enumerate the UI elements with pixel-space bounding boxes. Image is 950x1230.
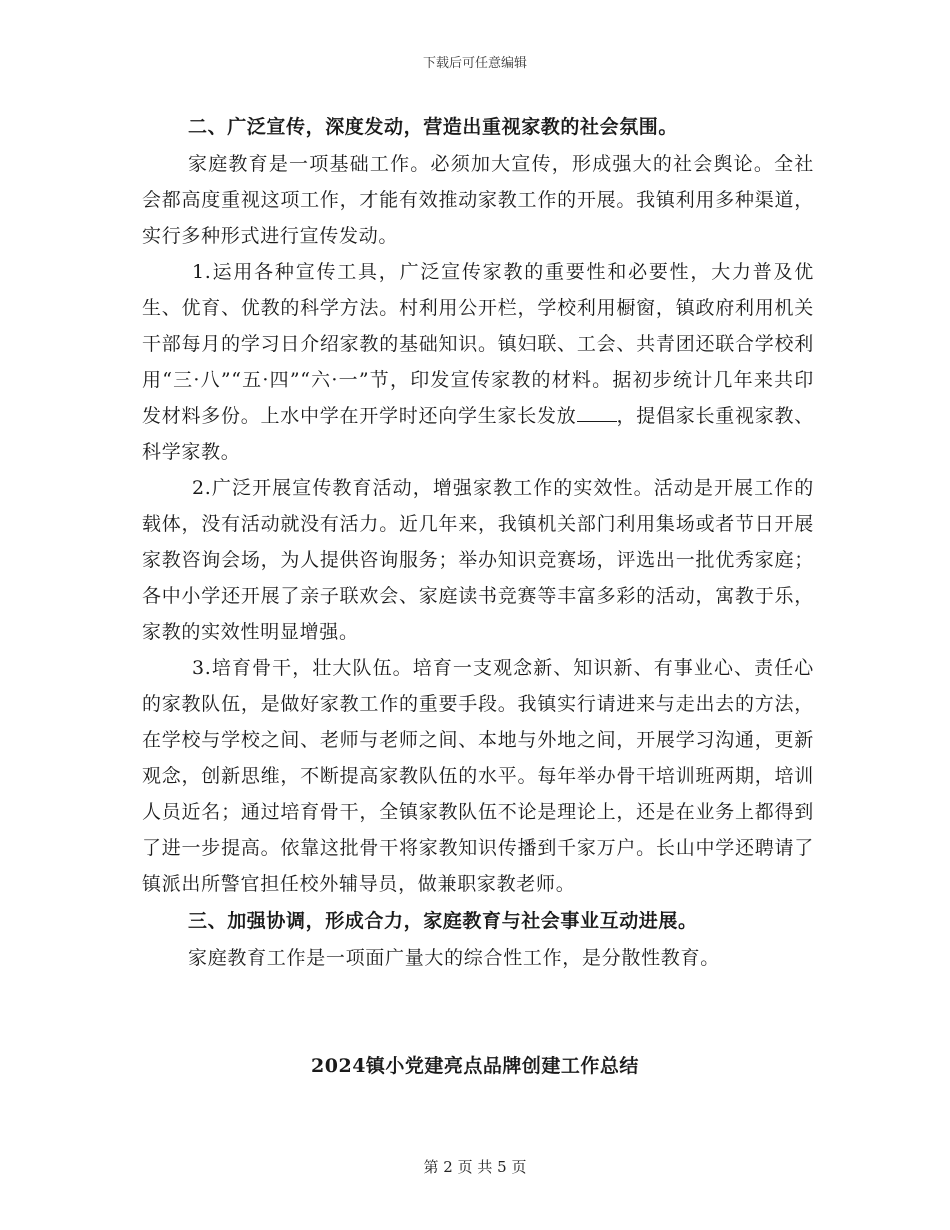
page-header-note: 下载后可任意编辑: [422, 56, 527, 71]
section-2-heading: 二、广泛宣传，深度发动，营造出重视家教的社会氛围。: [188, 116, 679, 138]
section-2-item-1-paragraph: [142, 254, 814, 470]
item-1-text: 1.运用各种宣传工具，广泛宣传家教的重要性和必要性，大力普及优生、优育、优教的科学方法。村利用公开栏，学校利用橱窗，镇政府利用机关干部每月的学习日介绍家教的基础知识。镇妇联、工会、共青团还联合学校利用“三·八”“五·四”“六·一”节，印发宣传家教的材料。据初步统计几年来共印发材料多份。上水中学在开学时还向学生家长发放: [142, 261, 814, 427]
next-document-title: 2024镇小党建亮点品牌创建工作总结: [311, 1055, 639, 1077]
document-body: [142, 108, 814, 976]
item-1-text-end: ，提倡家长重视家教、科学家教。: [142, 405, 814, 463]
page-number-footer: 第 2 页 共 5 页: [423, 1158, 527, 1176]
section-2-item-2-paragraph: 2.广泛开展宣传教育活动，增强家教工作的实效性。活动是开展工作的载体，没有活动就没有活力。近几年来，我镇机关部门利用集场或者节日开展家教咨询会场，为人提供咨询服务；举办知识竞赛场，评选出一批优秀家庭；各中小学还开展了亲子联欢会、家庭读书竞赛等丰富多彩的活动，寓教于乐，家教的实效性明显增强。: [142, 477, 814, 643]
section-2-intro-paragraph: 家庭教育是一项基础工作。必须加大宣传，形成强大的社会舆论。全社会都高度重视这项工作，才能有效推动家教工作的开展。我镇利用多种渠道，实行多种形式进行宣传发动。: [142, 153, 814, 247]
fill-in-blank: [577, 405, 617, 422]
section-2-item-3-paragraph: 3.培育骨干，壮大队伍。培育一支观念新、知识新、有事业心、责任心的家教队伍，是做好家教工作的重要手段。我镇实行请进来与走出去的方法，在学校与学校之间、老师与老师之间、本地与外地之间，开展学习沟通，更新观念，创新思维，不断提高家教队伍的水平。每年举办骨干培训班两期，培训人员近名；通过培育骨干，全镇家教队伍不论是理论上，还是在业务上都得到了进一步提高。依靠这批骨干将家教知识传播到千家万户。长山中学还聘请了镇派出所警官担任校外辅导员，做兼职家教老师。: [142, 657, 814, 895]
section-3-heading: 三、加强协调，形成合力，家庭教育与社会事业互动进展。: [188, 910, 698, 932]
section-3-intro-paragraph: 家庭教育工作是一项面广量大的综合性工作，是分散性教育。: [188, 947, 720, 969]
